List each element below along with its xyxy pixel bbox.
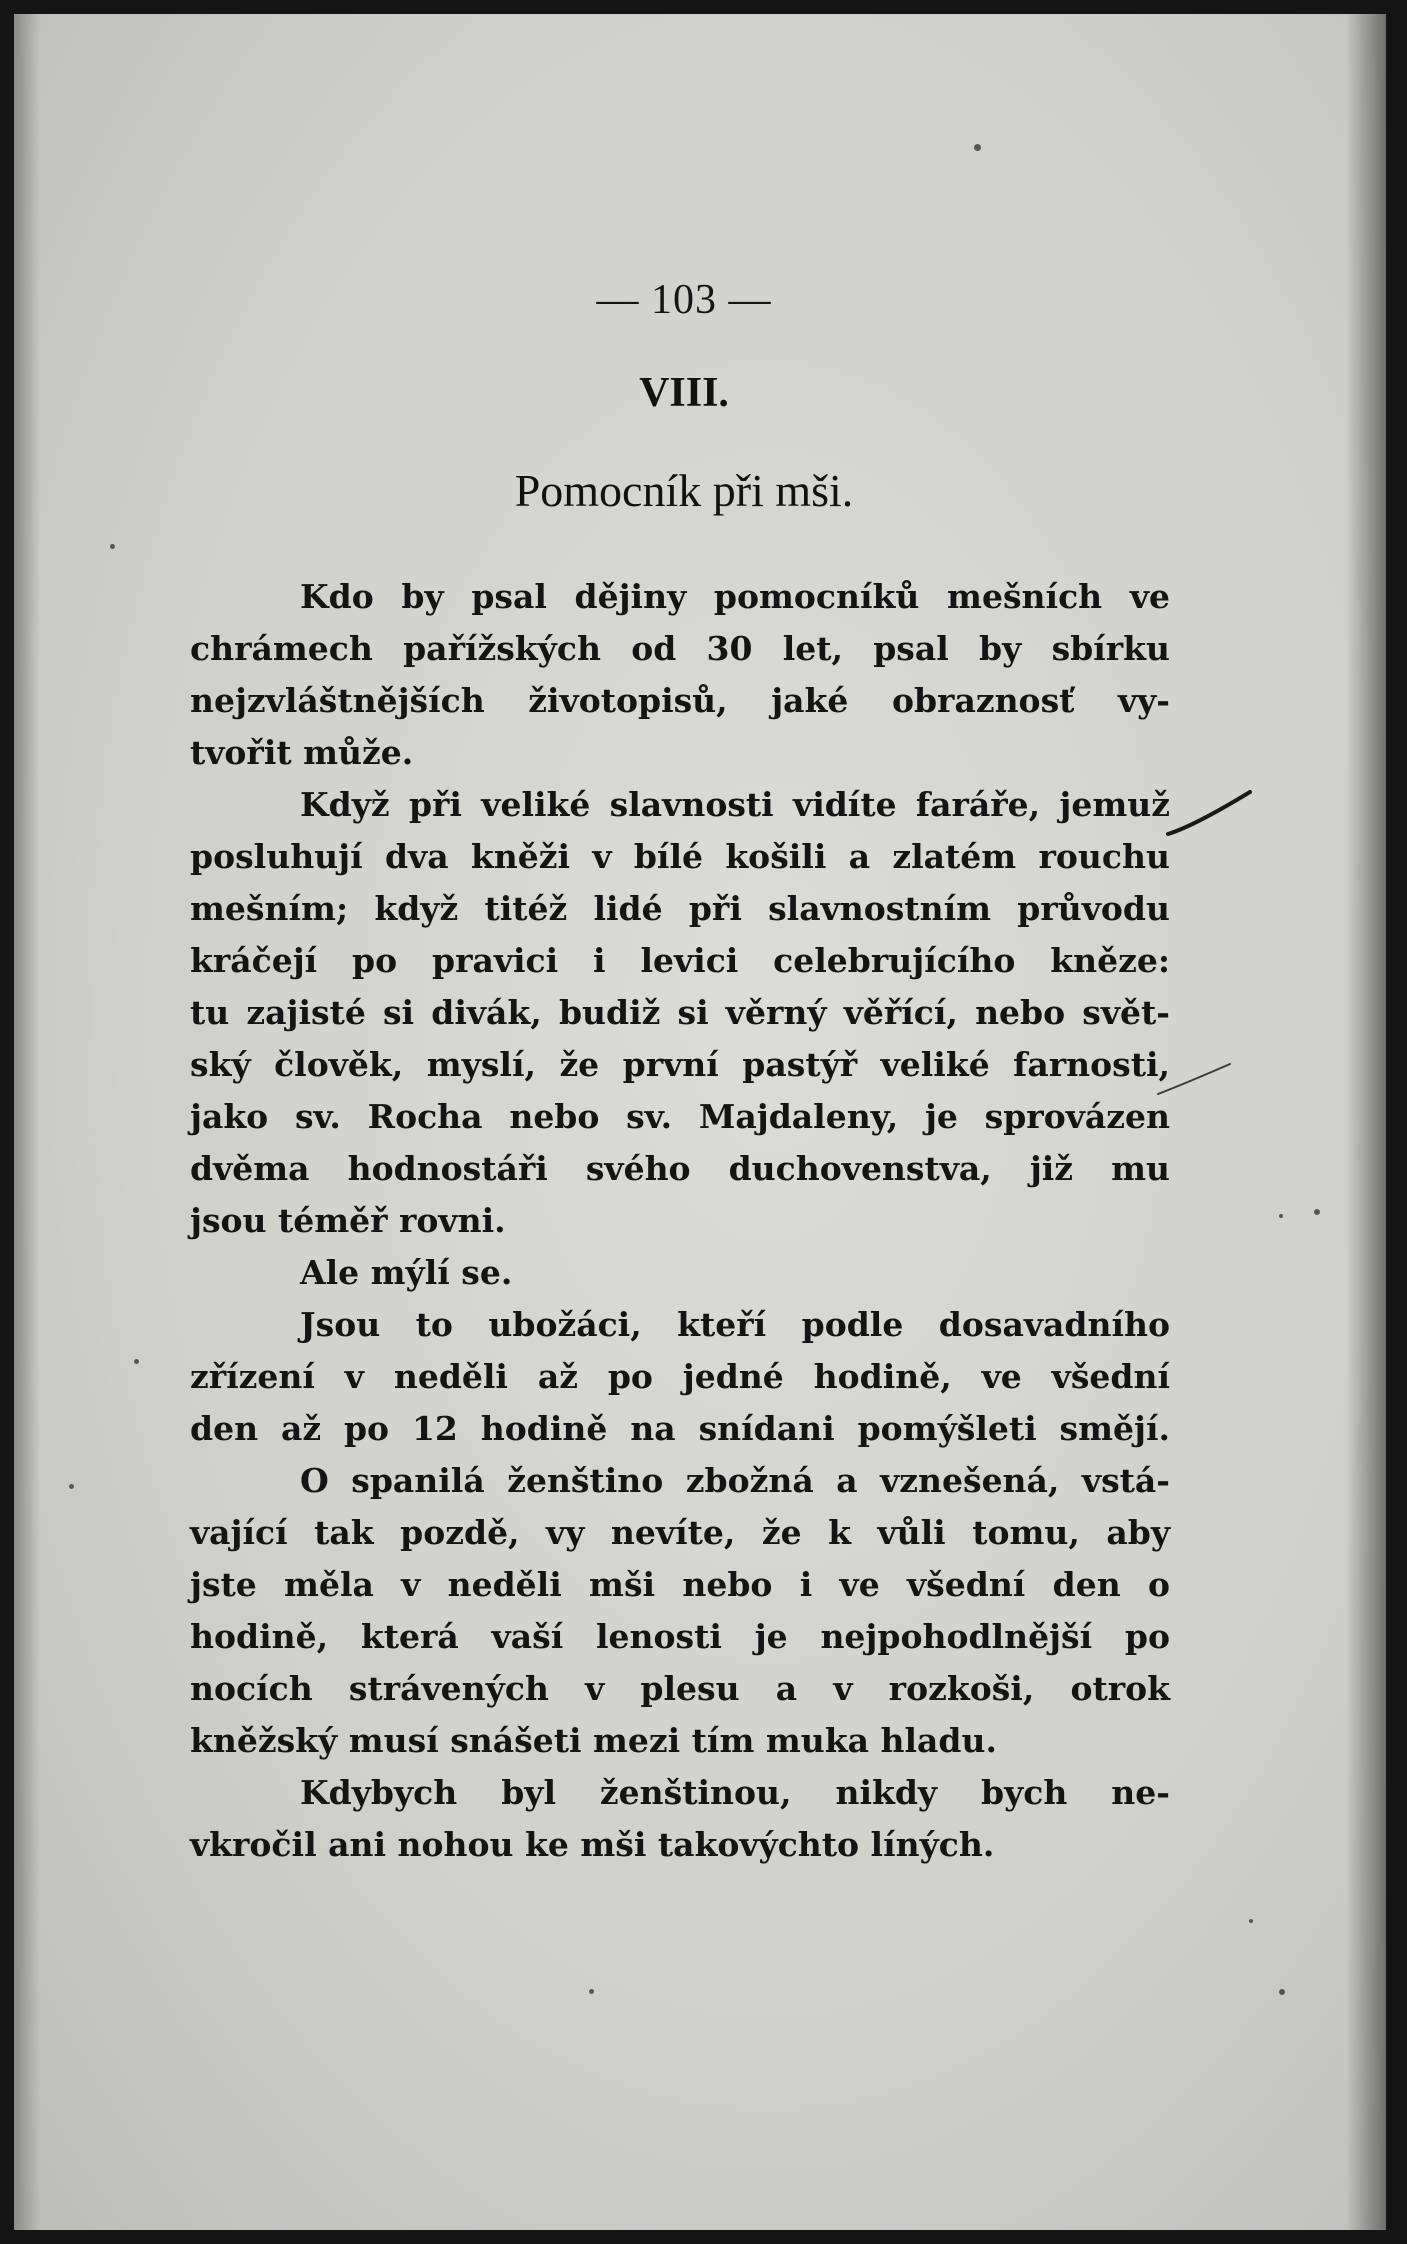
paragraph [190,1455,1170,1767]
text-line: kněžský musí snášeti mezi tím muka hladu. [190,1721,997,1760]
text-line: chrámech pařížských od 30 let, psal by sbírku [190,629,1170,668]
paper-speck [1314,1209,1320,1215]
paragraph [190,1247,1170,1299]
paper-speck [589,1989,594,1994]
pen-mark-2 [1154,1054,1234,1104]
paragraph [190,1767,1170,1871]
text-line: Ale mýlí se. [300,1253,513,1292]
text-line: tvořit může. [190,733,414,772]
text-line: mešním; když titéž lidé při slavnostním průvodu [190,889,1170,928]
text-line: nejzvláštnějších životopisů, jaké obraznosť vy- [190,681,1170,720]
text-line: posluhují dva kněži v bílé košili a zlatém rouchu [190,837,1170,876]
scanned-book-page [14,14,1386,2230]
text-line: ský člověk, myslí, že první pastýř veliké farnosti, [190,1045,1170,1084]
text-line: Kdybych byl ženštinou, nikdy bych ne- [300,1773,1170,1812]
text-line: nocích strávených v plesu a v rozkoši, otrok [190,1669,1170,1708]
text-line: Když při veliké slavnosti vidíte faráře, jemuž [300,785,1170,824]
paragraph [190,1299,1170,1455]
text-line: jste měla v neděli mši nebo i ve všední den o [190,1565,1170,1604]
page-gutter-shadow [14,14,40,2230]
paper-speck [1279,1214,1283,1218]
text-line: vkročil ani nohou ke mši takovýchto líných. [190,1825,995,1864]
paragraph [190,779,1170,1247]
paper-speck [134,1359,139,1364]
text-line: Kdo by psal dějiny pomocníků mešních ve [300,577,1170,616]
paper-speck [974,144,981,151]
page-number-header: — 103 — [596,277,772,323]
paragraph [190,571,1170,779]
text-line: jako sv. Rocha nebo sv. Majdaleny, je sprovázen [190,1097,1170,1136]
body-text [190,571,1170,1871]
text-line: dvěma hodnostáři svého duchovenstva, již mu [190,1149,1170,1188]
text-line: Jsou to ubožáci, kteří podle dosavadního [300,1305,1170,1344]
text-line: O spanilá ženštino zbožná a vznešená, vstá- [300,1461,1170,1500]
text-line: zřízení v neděli až po jedné hodině, ve všední [190,1357,1170,1396]
paper-speck [1249,1919,1253,1923]
paper-speck [110,544,115,549]
text-line: den až po 12 hodině na snídani pomýšleti smějí. [190,1409,1170,1448]
text-line: vající tak pozdě, vy nevíte, že k vůli tomu, aby [190,1513,1170,1552]
chapter-number: VIII. [639,370,729,416]
text-line: kráčejí po pravici i levici celebrujícího kněze: [190,941,1170,980]
paper-speck [1279,1989,1285,1995]
page-edge-shadow [1346,14,1386,2230]
chapter-title: Pomocník při mši. [514,465,854,516]
text-line: jsou téměř rovni. [190,1201,506,1240]
text-line: hodině, která vaší lenosti je nejpohodlnější po [190,1617,1170,1656]
text-line: tu zajisté si divák, budiž si věrný věřící, nebo svět- [190,993,1170,1032]
pen-mark-1 [1164,784,1254,844]
paper-speck [69,1484,74,1489]
